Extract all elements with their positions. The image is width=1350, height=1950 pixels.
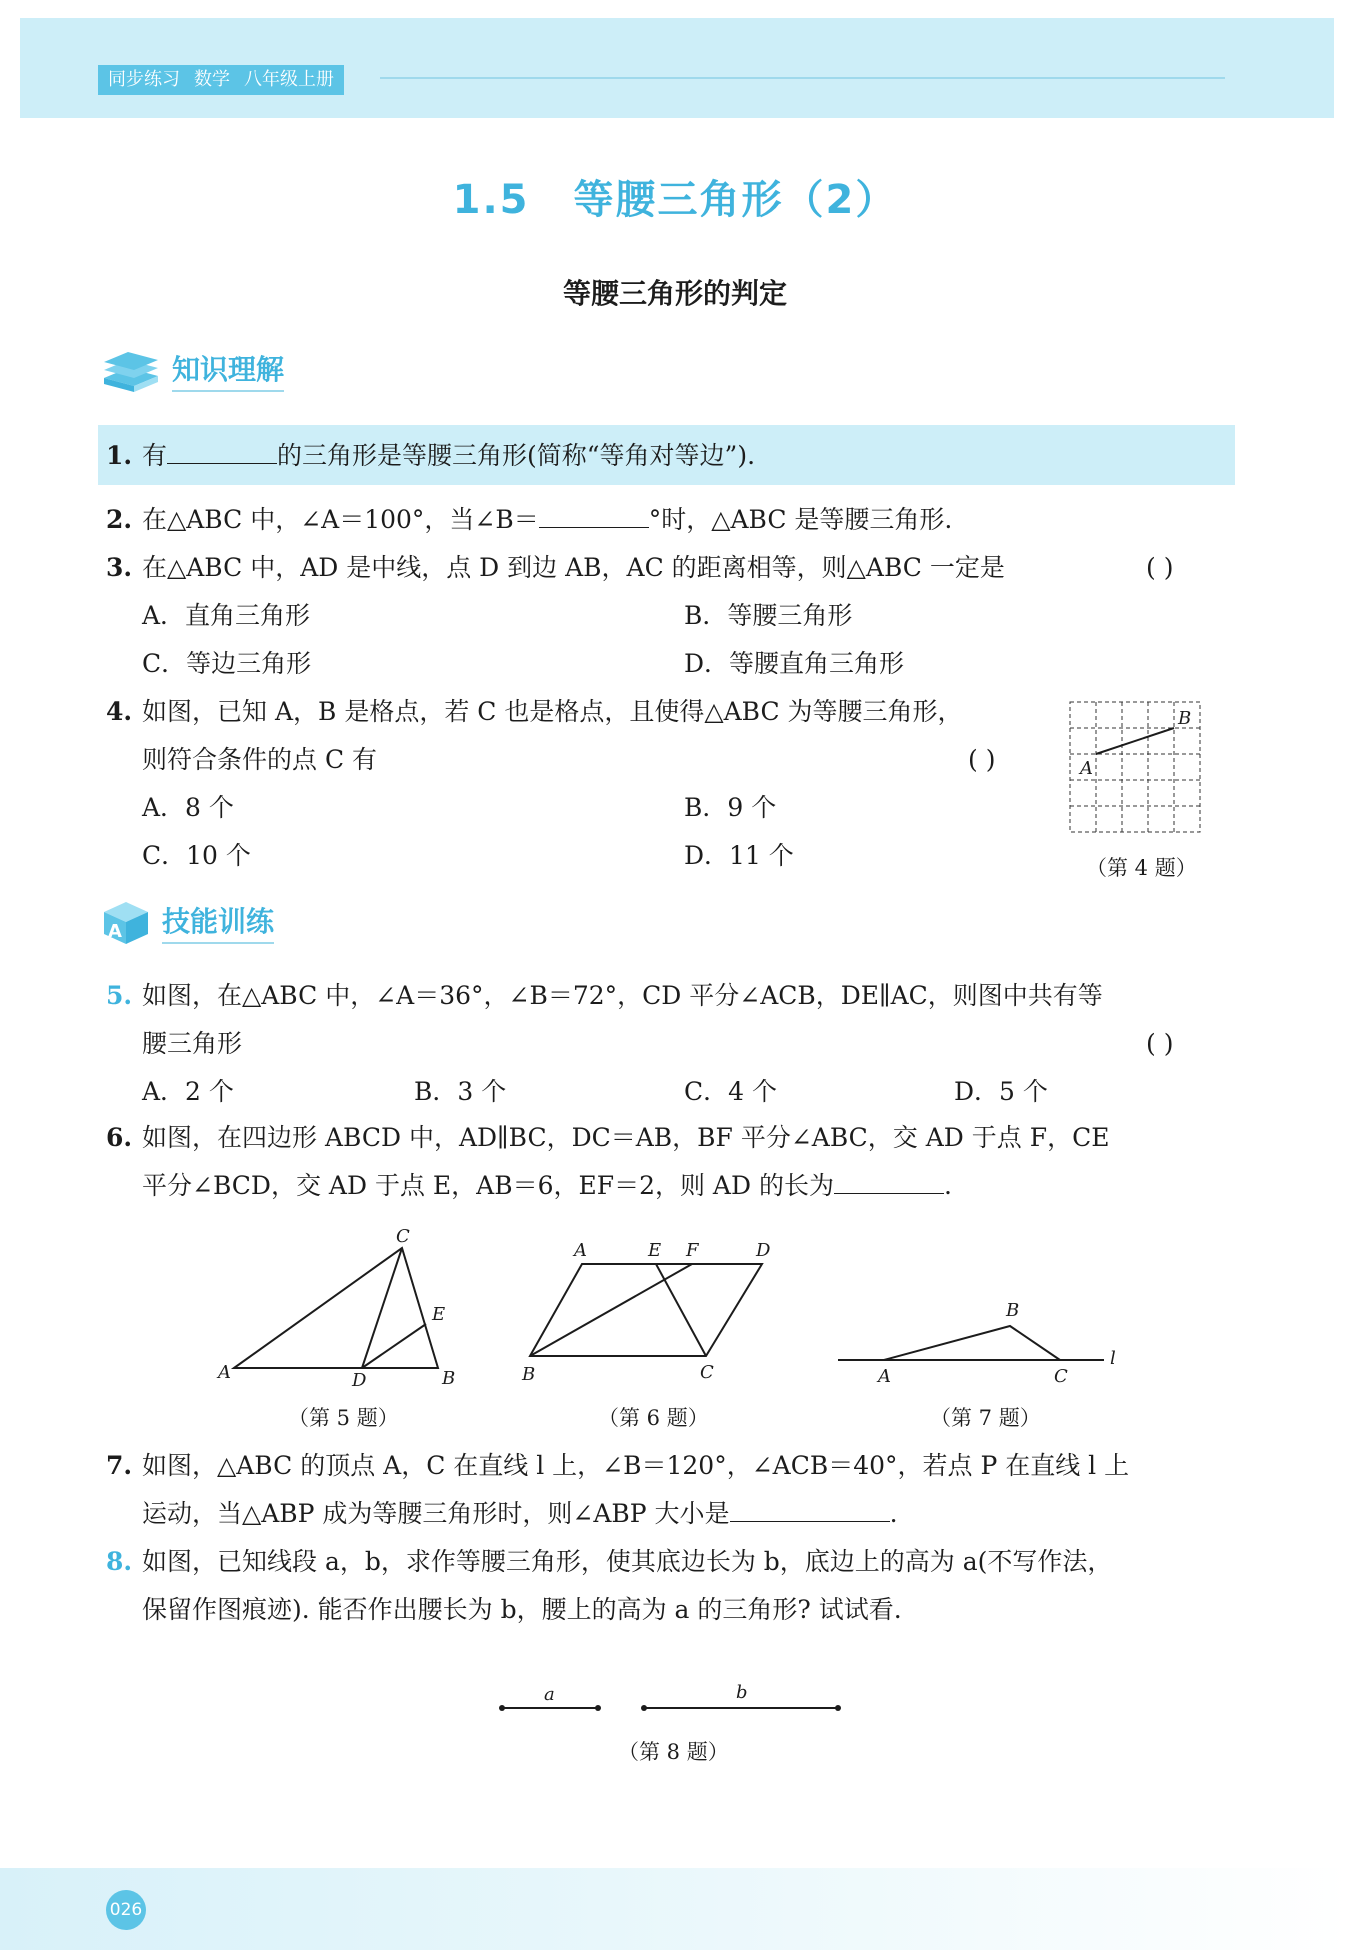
fig7-label-b: B [1006,1300,1020,1321]
q6-text-line2-post: . [943,1171,952,1200]
q4-option-d[interactable]: D．11 个 [684,841,794,870]
header-rule [380,77,1225,79]
q5-option-b[interactable]: B．3 个 [414,1077,507,1106]
series-tag [98,65,344,95]
q7-text-line1: 如图，△ABC 的顶点 A，C 在直线 l 上，∠B＝120°，∠ACB＝40°，若点 P 在直线 l 上 [142,1451,1130,1480]
q6-text-line1: 如图，在四边形 ABCD 中，AD∥BC，DC＝AB，BF 平分∠ABC，交 AD 于点 F，CE [142,1123,1110,1152]
question-number: 8. [106,1547,133,1576]
q3-option-d[interactable]: D．等腰直角三角形 [684,649,905,678]
fig6-label-f: F [686,1240,699,1261]
q4-option-c[interactable]: C．10 个 [142,841,251,870]
q3-option-b[interactable]: B．等腰三角形 [684,601,853,630]
fig6-label-b: B [522,1364,536,1385]
q5-text-line2: 腰三角形 [142,1029,243,1058]
fig6-label-e: E [648,1240,662,1261]
page-number: 026 [106,1890,146,1930]
q3-option-c[interactable]: C．等边三角形 [142,649,312,678]
lesson-number: 1.5 [452,177,530,223]
figures-5-6-7 [0,1220,1350,1400]
point-b-label: B [1178,708,1192,729]
q5-option-c[interactable]: C．4 个 [684,1077,777,1106]
figure-6-caption: （第 6 题） [598,1406,709,1430]
q7-text-line2-pre: 运动，当△ABP 成为等腰三角形时，则∠ABP 大小是 [142,1499,730,1528]
fig7-label-l: l [1110,1348,1116,1369]
section-skills-label: 技能训练 [162,900,274,944]
question-4 [106,692,963,732]
q3-option-a[interactable]: A．直角三角形 [142,601,311,630]
q7-text-line2-post: . [889,1499,898,1528]
q5-option-a[interactable]: A．2 个 [142,1077,234,1106]
figure-7-caption: （第 7 题） [930,1406,1041,1430]
footer-band [0,1868,1350,1950]
fig5-label-e: E [432,1304,446,1325]
series-name: 同步练习 [108,69,180,90]
question-number: 1. [106,441,133,470]
question-number: 3. [106,553,133,582]
fig6-label-c: C [700,1362,714,1383]
question-1 [106,436,755,476]
question-5 [106,976,1103,1016]
q4-option-b[interactable]: B．9 个 [684,793,777,822]
fig5-label-c: C [396,1226,410,1247]
lesson-title [0,168,1350,225]
lesson-title-text: 等腰三角形（2） [573,177,898,223]
subject-name: 数学 [194,69,230,90]
question-8 [106,1542,1112,1582]
question-3 [106,548,1005,588]
q3-text: 在△ABC 中，AD 是中线，点 D 到边 AB，AC 的距离相等，则△ABC 一定是 [142,553,1005,582]
fig8-label-b: b [736,1682,748,1703]
q6-text-line2 [142,1166,952,1206]
grade-name: 八年级上册 [244,69,334,90]
cube-a-icon [100,898,152,946]
figure-4-grid [1066,698,1206,838]
question-6 [106,1118,1109,1158]
question-number: 2. [106,505,133,534]
question-2 [106,500,952,540]
fig8-label-a: a [544,1684,555,1705]
figure-6 [530,1264,762,1356]
question-number: 7. [106,1451,133,1480]
answer-blank[interactable] [834,1167,944,1194]
answer-paren[interactable]: ( ) [1146,1029,1174,1058]
fig7-label-c: C [1054,1366,1068,1387]
figure-4-caption: （第 4 题） [1086,856,1197,880]
answer-blank[interactable] [167,437,277,464]
question-number: 6. [106,1123,133,1152]
segment-ab [1096,728,1174,754]
answer-blank[interactable] [730,1495,890,1522]
q5-option-d[interactable]: D．5 个 [954,1077,1048,1106]
fig5-label-a: A [218,1362,231,1383]
section-knowledge-label: 知识理解 [172,348,284,392]
q1-text-post: 的三角形是等腰三角形(简称“等角对等边”). [277,441,756,470]
q8-text-line2: 保留作图痕迹). 能否作出腰长为 b，腰上的高为 a 的三角形? 试试看. [142,1595,902,1624]
fig6-label-a: A [574,1240,587,1261]
figure-8-caption: （第 8 题） [618,1740,729,1764]
q2-text-post: °时，△ABC 是等腰三角形. [648,505,953,534]
q4-text-line1: 如图，已知 A，B 是格点，若 C 也是格点，且使得△ABC 为等腰三角形， [142,697,963,726]
q4-option-a[interactable]: A．8 个 [142,793,234,822]
section-skills [100,898,274,946]
q1-text-pre: 有 [142,441,168,470]
answer-paren[interactable]: ( ) [1146,553,1174,582]
figure-5-caption: （第 5 题） [288,1406,399,1430]
figure-5 [234,1248,438,1368]
question-number: 4. [106,697,133,726]
books-icon [100,346,162,394]
q7-text-line2 [142,1494,898,1534]
fig5-label-d: D [352,1370,367,1391]
fig7-label-a: A [878,1366,891,1387]
figure-7 [838,1326,1104,1360]
fig5-label-b: B [442,1368,456,1389]
fig6-label-d: D [756,1240,771,1261]
answer-blank[interactable] [539,501,649,528]
question-number: 5. [106,981,133,1010]
q6-text-line2-pre: 平分∠BCD，交 AD 于点 E，AB＝6，EF＝2，则 AD 的长为 [142,1171,834,1200]
point-a-label: A [1080,758,1093,779]
answer-paren[interactable]: ( ) [968,745,996,774]
figure-8 [480,1676,860,1726]
q8-text-line1: 如图，已知线段 a，b，求作等腰三角形，使其底边长为 b，底边上的高为 a(不写作法， [142,1547,1113,1576]
q2-text-pre: 在△ABC 中，∠A＝100°，当∠B＝ [142,505,539,534]
question-7 [106,1446,1129,1486]
q4-text-line2: 则符合条件的点 C 有 [142,745,378,774]
lesson-subtitle: 等腰三角形的判定 [562,277,787,310]
svg-text:A: A [108,921,122,942]
section-knowledge [100,346,284,394]
q5-text-line1: 如图，在△ABC 中，∠A＝36°，∠B＝72°，CD 平分∠ACB，DE∥AC，则图中共有等 [142,981,1103,1010]
